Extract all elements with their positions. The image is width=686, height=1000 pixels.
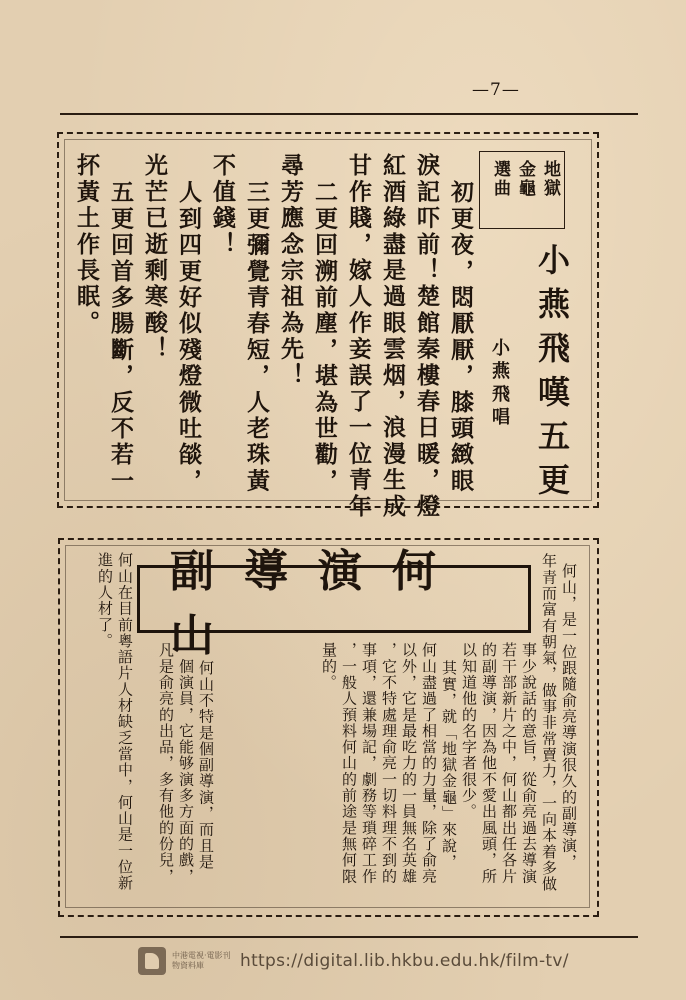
article-headline: 副導演何山 — [137, 565, 531, 633]
archive-name: 中港電視·電影刊物資料庫 — [172, 951, 231, 970]
article-column: 何山盡過了相當的力量，除了俞亮 — [420, 642, 438, 885]
lyric-line: 光芒已逝剩寒酸！ — [141, 153, 168, 363]
article-column: 若干部新片之中，何山都出任各片 — [500, 642, 518, 885]
article-column: 以知道他的名字者很少。 — [460, 642, 478, 820]
song-title: 小燕飛嘆五更 — [533, 243, 571, 507]
lyric-line: 抔黃土作長眠。 — [73, 153, 100, 337]
tag-line-1: 地獄 — [540, 160, 560, 198]
archive-url[interactable]: https://digital.lib.hkbu.edu.hk/film-tv/ — [240, 951, 569, 971]
article-column: 何山，是一位跟隨俞亮導演很久的副導演， — [560, 563, 578, 870]
article-column: 其實，就「地獄金龜」來說， — [440, 660, 458, 870]
article-column: 的副導演，因為他不愛出風頭，所 — [480, 642, 498, 885]
page-number: —7— — [472, 80, 520, 100]
lyric-line: 尋芳應念宗祖為先！ — [277, 153, 304, 389]
article-column: 事項，還兼場記，劇務等瑣碎工作 — [360, 642, 378, 885]
lyric-line: 淚記吓前！楚館秦樓春日暖，燈 — [413, 153, 440, 520]
article-column: 進的人材了。 — [96, 552, 114, 649]
lyric-line: 紅酒綠盡是過眼雲烟，浪漫生成 — [379, 153, 406, 520]
article-column: 何山不特是個副導演，而且是 — [197, 660, 215, 870]
lyric-line: 初更夜，悶厭厭，膝頭緻眼 — [447, 180, 474, 495]
lyric-line: 人到四更好似殘燈微吐燄， — [175, 180, 202, 495]
archive-watermark — [138, 944, 569, 978]
article-column: 年青而富有朝氣，做事非常賣力，一向本着多做 — [540, 553, 558, 893]
lyric-line: 五更回首多腸斷，反不若一 — [107, 180, 134, 495]
article-column: 凡是俞亮的出品，多有他的份兒， — [157, 642, 175, 885]
lyric-line: 不值錢！ — [209, 153, 236, 258]
song-singer: 小燕飛唱 — [489, 338, 510, 430]
bottom-rule — [60, 936, 638, 938]
article-column: 何山在目前粵語片人材缺乏當中，何山是一位新 — [116, 552, 134, 892]
lyric-line: 二更回溯前塵，堪為世勸， — [311, 180, 338, 495]
tag-line-3: 選曲 — [490, 160, 510, 198]
article-column: ，它不特處理俞亮一切料理不到的 — [380, 642, 398, 885]
top-rule — [60, 113, 638, 115]
tag-line-2: 金龜 — [515, 160, 535, 198]
lyric-line: 三更彌覺青春短，人老珠黃 — [243, 180, 270, 495]
lyric-line: 甘作賤，嫁人作妾誤了一位青年 — [345, 153, 372, 520]
article-column: 量的。 — [320, 642, 338, 691]
article-column: 事少說話的意旨，從俞亮過去導演 — [520, 642, 538, 885]
song-source-tag — [479, 151, 565, 229]
archive-logo-icon — [138, 947, 166, 975]
article-column: 以外，它是最吃力的一員無名英雄 — [400, 642, 418, 885]
article-column: ，一般人預料何山的前途是無何限 — [340, 642, 358, 885]
article-column: 一個演員，它能够演多方面的戲， — [177, 642, 195, 885]
